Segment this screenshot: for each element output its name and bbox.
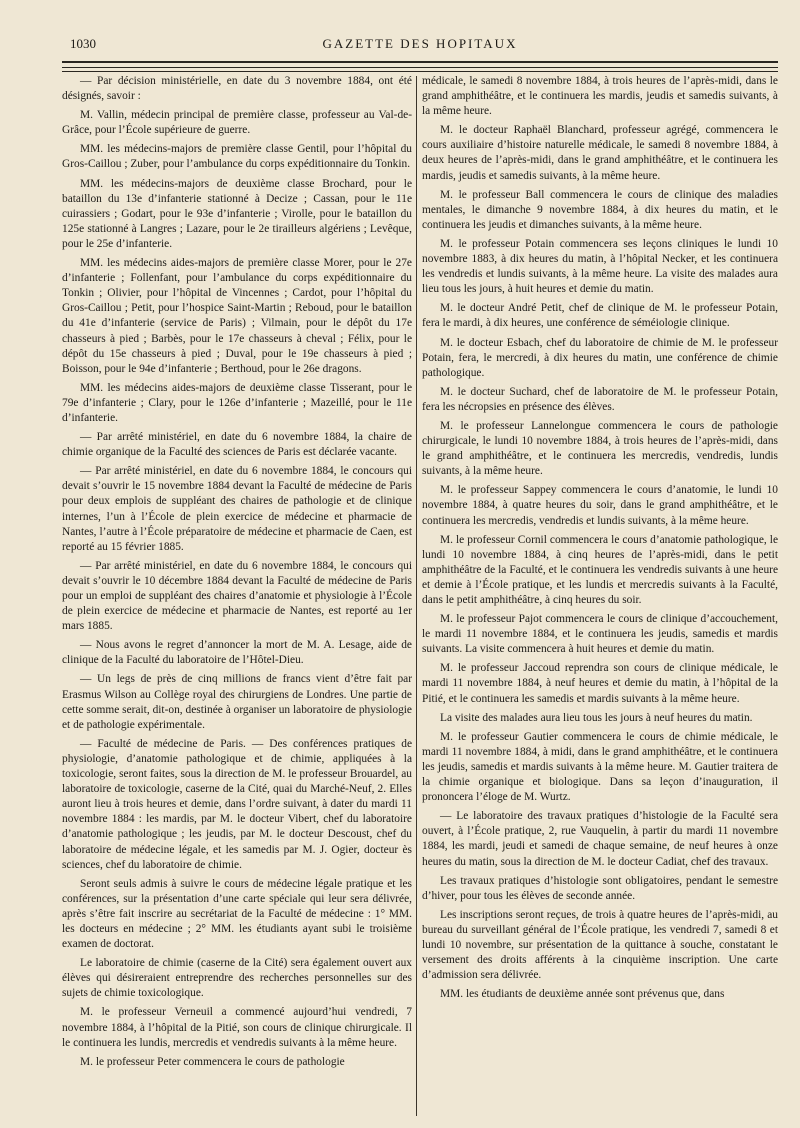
column-divider (416, 76, 417, 1116)
paragraph: — Nous avons le regret d’annoncer la mort de M. A. Lesage, aide de clinique de la Faculté du laboratoire de l’Hôtel-Dieu. (62, 639, 412, 667)
paragraph: M. le professeur Pajot commencera le cours de clinique d’accouchement, le mardi 11 novembre 1884, et le continuera les jeudis, samedis et mardis suivants. La visite commencera à huit heures et demie du matin. (422, 613, 778, 656)
paragraph: — Le laboratoire des travaux pratiques d’histologie de la Faculté sera ouvert, à l’École pratique, 2, rue Vauquelin, à partir du mardi 11 novembre 1884, les mardi, jeudi et samedi de chaque semaine, de neuf heures à onze heures du matin, sous la direction de M. le docteur Cadiat, chef des travaux. (422, 810, 778, 868)
page-header (62, 34, 778, 58)
page-number: 1030 (70, 36, 96, 51)
text-columns (62, 74, 778, 1116)
paragraph: M. le professeur Lannelongue commencera le cours de pathologie chirurgicale, le lundi 10 novembre 1884, à trois heures de l’après-midi, dans le grand amphithéâtre, et le continuera les mercredis, vendredis, lundis suivants, à la même heure. (422, 419, 778, 478)
paragraph: M. le docteur Raphaël Blanchard, professeur agrégé, commencera le cours auxiliaire d’histoire naturelle médicale, le samedi 8 novembre 1884, à deux heures de l’après-midi, dans le grand amphithéâtre, et le continuera les mardis, jeudis et samedis suivants, à la même heure. (422, 124, 778, 182)
paragraph: M. le professeur Cornil commencera le cours d’anatomie pathologique, le lundi 10 novembre 1884, à cinq heures de l’après-midi, dans le petit amphithéâtre de la Faculté, et le continuera les vendredis suivants à une heure et demie à l’École pratique, et les lundis et mercredis suivants à la Faculté, dans le petit amphithéâtre, à cinq heures du soir. (422, 533, 778, 606)
paragraph: Le laboratoire de chimie (caserne de la Cité) sera également ouvert aux élèves qui désireraient entreprendre des recherches personnelles sur des sujets de chimie toxicologique. (62, 957, 412, 1000)
paragraph: M. le professeur Ball commencera le cours de clinique des maladies mentales, le dimanche 9 novembre 1884, à dix heures du matin, et le continuera les jeudis et dimanches suivants, à la même heure. (422, 188, 778, 231)
paragraph: — Par arrêté ministériel, en date du 6 novembre 1884, le concours qui devait s’ouvrir le 10 décembre 1884 devant la Faculté de médecine de Paris pour un emploi de suppléant des chaires d’anatomie et physiologie à l’École de plein exercice de médecine et pharmacie de Nantes, est reporté au 1er mars 1885. (62, 559, 412, 633)
right-column (422, 74, 778, 1116)
header-rule-thick (62, 61, 778, 63)
paragraph: M. le docteur Esbach, chef du laboratoire de chimie de M. le professeur Potain, fera, le mercredi, à dix heures du matin, une conférence de chimie pathologique. (422, 336, 778, 379)
paragraph: M. le professeur Verneuil a commencé aujourd’hui vendredi, 7 novembre 1884, à l’hôpital de la Pitié, son cours de clinique chirurgicale. Il le continuera les lundis, mercredis et vendredis suivants à la même heure. (62, 1006, 412, 1049)
paragraph: Les travaux pratiques d’histologie sont obligatoires, pendant le semestre d’hiver, pour tous les élèves de seconde année. (422, 874, 778, 902)
paragraph: médicale, le samedi 8 novembre 1884, à trois heures de l’après-midi, dans le grand amphithéâtre, et le continuera les mardis, jeudis et samedis suivants, à la même heure. (422, 75, 778, 118)
paragraph: M. le professeur Potain commencera ses leçons cliniques le lundi 10 novembre 1883, à dix heures du matin, à l’hôpital Necker, et les continuera les vendredis et lundis suivants, à la même heure. La visite des malades aura lieu tous les jours, à huit heures et demie du matin. (422, 237, 778, 296)
paragraph: M. le docteur André Petit, chef de clinique de M. le professeur Potain, fera le mardi, à dix heures, une conférence de séméiologie clinique. (422, 302, 778, 330)
paragraph: M. le professeur Gautier commencera le cours de chimie médicale, le mardi 11 novembre 1884, à midi, dans le grand amphithéâtre, et le continuera les jeudis, samedis et mardis suivants à la même heure. M. Gautier traitera de la chimie organique et biologique. Dans sa leçon d’inauguration, il prononcera l’éloge de M. Wurtz. (422, 730, 778, 804)
running-title: GAZETTE DES HOPITAUX (322, 36, 518, 51)
paragraph: M. Vallin, médecin principal de première classe, professeur au Val-de-Grâce, pour l’École supérieure de guerre. (62, 109, 412, 137)
paragraph: Seront seuls admis à suivre le cours de médecine légale pratique et les conférences, sur la présentation d’une carte spéciale qui leur sera délivrée, après s’être fait inscrire au secrétariat de la Faculté de médecine : 1° MM. les docteurs en médecine ; 2° MM. les étudiants ayant subi le troisième examen de doctorat. (62, 877, 412, 951)
paragraph: — Par arrêté ministériel, en date du 6 novembre 1884, le concours qui devait s’ouvrir le 15 novembre 1884 devant la Faculté de médecine de Paris pour deux emplois de suppléant des chaires de pathologie et de clinique internes, l’un à l’École de plein exercice de médecine et pharmacie de Nantes, l’autre à l’École préparatoire de médecine et pharmacie de Caen, est reporté au 15 février 1885. (62, 465, 412, 553)
paragraph: La visite des malades aura lieu tous les jours à neuf heures du matin. (440, 711, 753, 724)
paragraph: Les inscriptions seront reçues, de trois à quatre heures de l’après-midi, au bureau du surveillant général de l’École pratique, les vendredi 7, samedi 8 et lundi 10 novembre, sur présentation de la quittance à souche, constatant le versement des droits afférents à la cinquième inscription. Une carte d’admission sera délivrée. (422, 908, 778, 982)
paragraph: M. le docteur Suchard, chef de laboratoire de M. le professeur Potain, fera les nécropsies en présence des élèves. (422, 385, 778, 413)
paragraph: M. le professeur Jaccoud reprendra son cours de clinique médicale, le mardi 11 novembre 1884, à neuf heures et demie du matin, à l’hôpital de la Pitié, et le continuera les samedis et mardis suivants à la même heure. (422, 662, 778, 705)
paragraph: — Par décision ministérielle, en date du 3 novembre 1884, ont été désignés, savoir : (62, 75, 412, 103)
left-column (62, 74, 412, 1116)
header-rule-thin-2 (62, 71, 778, 72)
paragraph: MM. les médecins-majors de deuxième classe Brochard, pour le bataillon du 13e d’infanterie stationné à Decize ; Cassan, pour le 11e cuirassiers ; Godart, pour le 93e d’infanterie ; Virolle, pour le bataillon du 125e stationné à Langres ; Lazare, pour le 2e tirailleurs algériens ; Levêque, pour le 25e d’infanterie. (62, 177, 412, 250)
paragraph: M. le professeur Sappey commencera le cours d’anatomie, le lundi 10 novembre 1884, à quatre heures du soir, dans le grand amphithéâtre, et le continuera les mercredis, vendredis et lundis suivants, à la même heure. (422, 484, 778, 527)
header-rule-thin (62, 67, 778, 68)
paragraph: MM. les médecins aides-majors de première classe Morer, pour le 27e d’infanterie ; Follenfant, pour l’ambulance du corps expéditionnaire du Tonkin ; Olivier, pour l’hôpital de Vincennes ; Cardot, pour l’hôpital du Gros-Caillou ; Petit, pour l’hospice Saint-Martin ; Reboud, pour le bataillon du 41e d’infanterie (service de Paris) ; Vilmain, pour le dépôt du 17e chasseurs à pied ; Barbès, pour le 17e chasseurs à cheval ; Félix, pour le dépôt du 15e chasseurs à pied ; Duval, pour le 19e chasseurs à pied ; Boisson, pour le 94e d’infanterie ; Berthoud, pour le 26e dragons. (62, 257, 412, 375)
paragraph: M. le professeur Peter commencera le cours de pathologie (80, 1055, 345, 1068)
paragraph: — Par arrêté ministériel, en date du 6 novembre 1884, la chaire de chimie organique de la Faculté des sciences de Paris est déclarée vacante. (62, 431, 412, 459)
paragraph: MM. les étudiants de deuxième année sont prévenus que, dans (440, 988, 725, 1001)
paragraph: MM. les médecins aides-majors de deuxième classe Tisserant, pour le 79e d’infanterie ; Clary, pour le 126e d’infanterie ; Mazeillé, pour le 11e d’infanterie. (62, 381, 412, 424)
paragraph: — Faculté de médecine de Paris. — Des conférences pratiques de physiologie, d’anatomie pathologique et de chimie, appliquées à la toxicologie, seront faites, sous la direction de M. le professeur Brouardel, au laboratoire de toxicologie, caserne de la Cité, quai du Marché-Neuf, 2. Elles auront lieu à trois heures et demie, dans l’ordre suivant, à dater du mardi 11 novembre 1884 : les mardis, par M. le docteur Vibert, chef du laboratoire d’anatomie pathologique ; les jeudis, par M. le docteur Descoust, chef du laboratoire de médecine légale, et les samedis par M. J. Ogier, docteur ès sciences, chef du laboratoire de chimie. (62, 737, 412, 871)
paragraph: MM. les médecins-majors de première classe Gentil, pour l’hôpital du Gros-Caillou ; Zuber, pour l’ambulance du corps expéditionnaire du Tonkin. (62, 143, 412, 171)
paragraph: — Un legs de près de cinq millions de francs vient d’être fait par Erasmus Wilson au Collège royal des chirurgiens de Londres. Une partie de cette somme serait, dit-on, destinée à organiser un laboratoire de physiologie et de pathologie expérimentale. (62, 673, 412, 731)
